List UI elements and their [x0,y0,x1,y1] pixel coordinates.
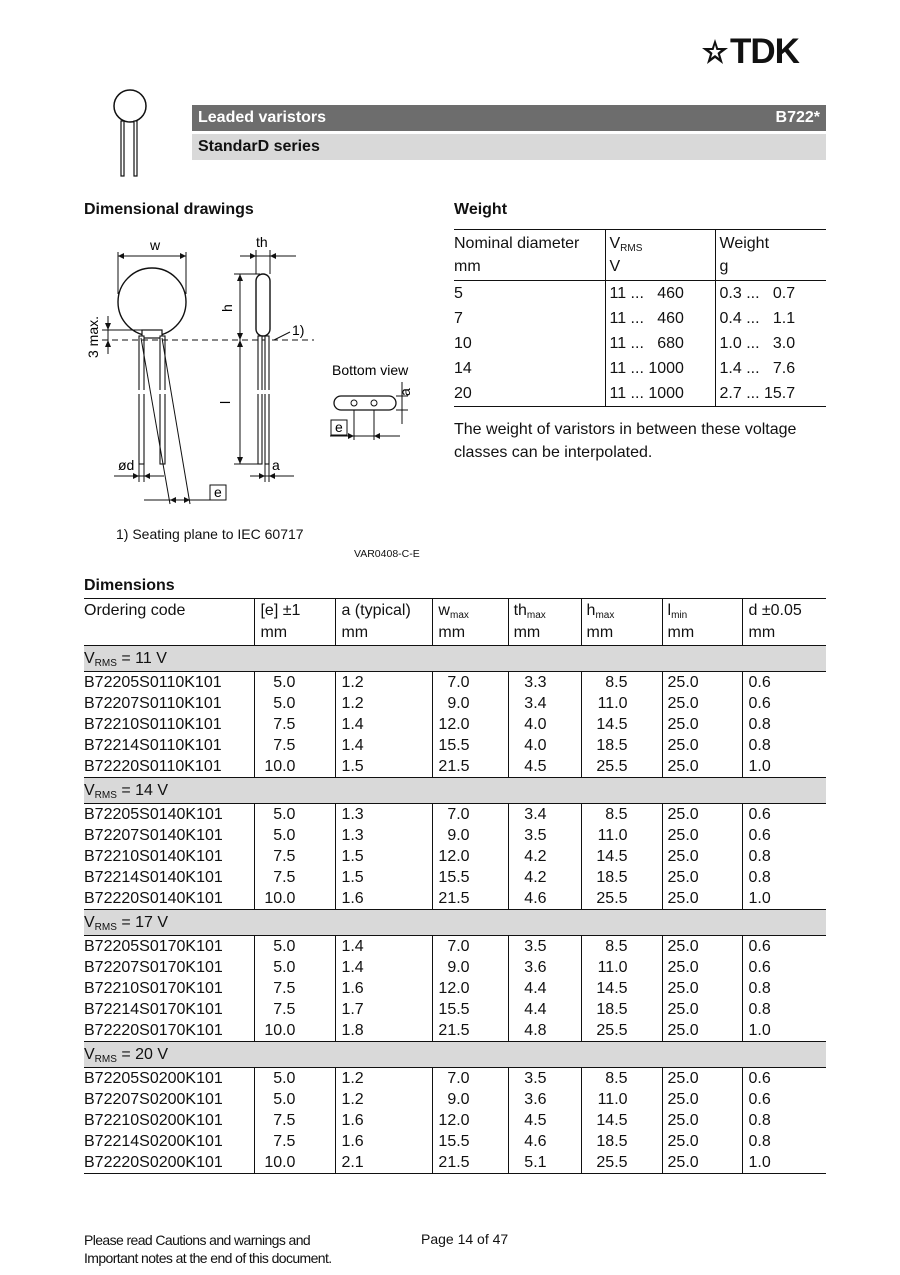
weight-cell-vrms: 11 ... 1000 [605,381,715,407]
weight-cell-diameter: 20 [454,381,605,407]
dimension-cell: 7.5 [255,1110,336,1131]
dimension-cell: 9.0 [433,957,508,978]
ordering-code-cell: B72214S0170K101 [84,1001,223,1018]
tdk-logo-icon [702,39,728,65]
table-row [84,888,826,910]
dimension-cell: 1.0 [743,1152,826,1174]
tdk-logo [702,32,828,71]
dimension-cell: 7.5 [255,978,336,999]
header-code: B722* [775,109,820,126]
ordering-code-cell: B72207S0170K101 [84,959,223,976]
varistor-icon [110,88,150,178]
dimension-cell: 7.5 [255,867,336,888]
dimension-cell: 10.0 [255,888,336,910]
table-row [84,804,826,826]
dimension-cell: 21.5 [433,888,508,910]
dimension-cell: 25.0 [662,756,743,778]
dimension-cell: 7.5 [255,999,336,1020]
dimension-cell: 0.8 [743,714,826,735]
dimension-cell: 7.5 [255,846,336,867]
dimension-cell: 11.0 [581,825,662,846]
label-a: a [272,457,280,473]
table-row [84,1068,826,1090]
weight-row [454,281,826,307]
label-note-ref: 1) [292,322,305,338]
dimension-cell: 25.0 [662,1020,743,1042]
dimension-cell: 1.0 [743,1020,826,1042]
dimension-cell: 1.3 [336,804,433,826]
ordering-code-cell: B72220S0110K101 [84,758,222,775]
dimension-cell: 1.4 [336,714,433,735]
table-row [84,1131,826,1152]
footer-notice [84,1231,332,1267]
dimension-cell: 1.4 [336,735,433,756]
weight-cell-weight: 0.4 ... 1.1 [715,306,826,331]
dimension-cell: 5.0 [255,1089,336,1110]
dimension-cell: 12.0 [433,1110,508,1131]
table-row [84,936,826,958]
weight-cell-weight: 0.3 ... 0.7 [715,281,826,307]
dimension-cell: 21.5 [433,1020,508,1042]
dimension-cell: 0.6 [743,825,826,846]
dimension-cell: 25.0 [662,936,743,958]
dimension-cell: 5.0 [255,957,336,978]
drawing-footnote: 1) Seating plane to IEC 60717 [116,526,304,542]
dimension-cell: 3.6 [508,1089,581,1110]
ordering-code-cell: B72205S0170K101 [84,938,223,955]
voltage-group-label: $V_{RMS} = 14$ V [84,778,826,804]
dimension-cell: 25.0 [662,693,743,714]
dimension-cell: 0.6 [743,1068,826,1090]
dimension-cell: 15.5 [433,1131,508,1152]
dimension-cell: 3.4 [508,804,581,826]
dimension-cell: 0.8 [743,999,826,1020]
dimension-cell: 25.0 [662,978,743,999]
dimension-cell: 1.7 [336,999,433,1020]
voltage-group-row [84,910,826,936]
weight-row [454,381,826,407]
ordering-code-cell: B72214S0200K101 [84,1133,223,1150]
dimension-cell: 1.2 [336,672,433,694]
table-row [84,867,826,888]
header-band [192,105,826,131]
weight-cell-diameter: 10 [454,335,472,352]
dimension-cell: 0.6 [743,672,826,694]
dimension-cell: 7.5 [255,735,336,756]
dimension-cell: 1.5 [336,756,433,778]
dimension-cell: 9.0 [433,825,508,846]
dimension-cell: 4.0 [508,735,581,756]
dimension-cell: 25.0 [662,999,743,1020]
series-title: StandarD series [198,138,320,155]
dimension-cell: 10.0 [255,1152,336,1174]
table-row [84,693,826,714]
ordering-code-cell: B72214S0110K101 [84,737,222,754]
dimension-cell: 15.5 [433,999,508,1020]
dimension-cell: 0.8 [743,735,826,756]
dimension-cell: 12.0 [433,846,508,867]
voltage-group-label: $V_{RMS} = 11$ V [84,646,826,672]
header-title: Leaded varistors [198,109,327,126]
label-th: th [256,234,268,250]
voltage-group-row [84,778,826,804]
ordering-code-cell: B72205S0110K101 [84,674,222,691]
ordering-code-cell: B72207S0200K101 [84,1091,223,1108]
weight-cell-vrms: 11 ... 680 [605,331,715,356]
dimension-cell: 7.0 [433,936,508,958]
dimension-cell: 25.0 [662,957,743,978]
weight-note: The weight of varistors in between these voltage classes can be interpolated. [454,421,797,461]
dimension-cell: 4.6 [508,888,581,910]
weight-cell-vrms: 11 ... 460 [605,306,715,331]
dimensional-drawing [84,230,424,520]
dimension-cell: 7.0 [433,1068,508,1090]
dimension-cell: 5.0 [255,825,336,846]
weight-cell-vrms: 11 ... 1000 [605,356,715,381]
dimension-cell: 0.6 [743,1089,826,1110]
dimension-cell: 11.0 [581,957,662,978]
weight-table [454,229,826,407]
dimension-cell: 1.2 [336,693,433,714]
dimension-cell: 1.8 [336,1020,433,1042]
dim-col-header: d ±0.05 mm [743,599,826,646]
dimension-cell: 1.3 [336,825,433,846]
dimension-cell: 5.0 [255,693,336,714]
weight-row [454,331,826,356]
dimension-cell: 25.0 [662,1110,743,1131]
dimension-cell: 4.2 [508,867,581,888]
dimension-cell: 21.5 [433,756,508,778]
dimension-cell: 7.5 [255,714,336,735]
ordering-code-cell: B72220S0200K101 [84,1152,255,1174]
dimension-cell: 0.6 [743,957,826,978]
label-e: e [214,484,222,500]
ordering-code-cell: B72205S0200K101 [84,1070,223,1087]
dimension-cell: 8.5 [581,672,662,694]
dim-col-header: [e] ±1 mm [255,599,336,646]
table-row [84,735,826,756]
dimension-cell: 14.5 [581,846,662,867]
table-row [84,1110,826,1131]
weight-cell-weight: 1.4 ... 7.6 [715,356,826,381]
dim-col-header: a (typical) mm [336,599,433,646]
dimension-cell: 25.5 [581,1152,662,1174]
dimension-cell: 3.6 [508,957,581,978]
ordering-code-cell: B72210S0110K101 [84,716,222,733]
table-row [84,714,826,735]
dimension-cell: 2.1 [336,1152,433,1174]
bottom-view-label: Bottom view [332,362,409,378]
dimension-cell: 25.5 [581,888,662,910]
ordering-code-cell: B72205S0140K101 [84,806,223,823]
voltage-group-label: $V_{RMS} = 20$ V [84,1042,826,1068]
dimension-cell: 18.5 [581,735,662,756]
dimension-cell: 25.0 [662,804,743,826]
dimension-cell: 15.5 [433,867,508,888]
table-row [84,1152,826,1174]
table-row [84,999,826,1020]
page-number: Page 14 of 47 [421,1231,509,1247]
dimension-cell: 25.0 [662,1089,743,1110]
dimension-cell: 18.5 [581,1131,662,1152]
dimension-cell: 5.0 [255,936,336,958]
label-d: ød [118,457,135,473]
weight-cell-diameter: 5 [454,285,463,302]
table-row [84,846,826,867]
ordering-code-cell: B72220S0140K101 [84,890,223,907]
ordering-code-cell: B72210S0140K101 [84,848,223,865]
dimension-cell: 21.5 [433,1152,508,1174]
ordering-code-cell: B72207S0140K101 [84,827,223,844]
table-row [84,825,826,846]
weight-col-diameter: Nominal diameter mm [454,230,605,281]
dimension-cell: 14.5 [581,714,662,735]
dimension-cell: 0.8 [743,978,826,999]
dimension-cell: 3.5 [508,825,581,846]
dimension-cell: 1.4 [336,957,433,978]
dimension-cell: 5.0 [255,672,336,694]
table-row [84,756,826,778]
footer-line-1: Please read Cautions and warnings and [84,1232,311,1248]
dimension-cell: 25.0 [662,1152,743,1174]
dimension-cell: 25.0 [662,867,743,888]
dimension-cell: 25.5 [581,756,662,778]
dimension-cell: 5.0 [255,1068,336,1090]
dimension-cell: 12.0 [433,978,508,999]
dimension-cell: 11.0 [581,1089,662,1110]
dimension-cell: 25.0 [662,1131,743,1152]
dim-col-header: $th_{max}$ mm [508,599,581,646]
dimension-cell: 3.4 [508,693,581,714]
dimension-cell: 0.6 [743,804,826,826]
weight-cell-diameter: 7 [454,310,463,327]
dimension-cell: 9.0 [433,693,508,714]
dimension-cell: 5.0 [255,804,336,826]
table-row [84,1089,826,1110]
ordering-code-cell: B72214S0140K101 [84,869,223,886]
label-e-bottom: e [335,419,343,435]
dim-col-header: $w_{max}$ mm [433,599,508,646]
dimensions-header-row [84,599,826,646]
weight-row [454,306,826,331]
dimension-cell: 4.6 [508,1131,581,1152]
dimension-cell: 1.2 [336,1068,433,1090]
dimension-cell: 1.6 [336,978,433,999]
dimension-cell: 10.0 [255,1020,336,1042]
dimension-cell: 0.8 [743,1110,826,1131]
dimension-cell: 18.5 [581,999,662,1020]
weight-header-row [454,230,826,281]
weight-heading: Weight [454,201,508,218]
dimension-cell: 7.0 [433,672,508,694]
weight-row [454,356,826,381]
series-band [192,134,826,160]
dimension-cell: 25.0 [662,825,743,846]
dimension-cell: 8.5 [581,804,662,826]
dimension-cell: 3.5 [508,1068,581,1090]
ordering-code-cell: B72220S0170K101 [84,1022,223,1039]
dimension-cell: 18.5 [581,867,662,888]
dimensions-heading: Dimensions [84,577,175,594]
dimension-cell: 1.5 [336,846,433,867]
dimension-cell: 25.0 [662,735,743,756]
label-l: l [217,400,233,404]
dimension-cell: 25.0 [662,714,743,735]
label-a-bottom: a [397,388,413,396]
dimension-cell: 1.6 [336,1131,433,1152]
table-row [84,672,826,694]
table-row [84,978,826,999]
dimension-cell: 1.5 [336,867,433,888]
dimension-cell: 4.2 [508,846,581,867]
weight-cell-weight: 2.7 ... 15.7 [715,381,826,407]
dimension-cell: 1.6 [336,1110,433,1131]
dimension-cell: 9.0 [433,1089,508,1110]
dimension-cell: 4.0 [508,714,581,735]
dimension-cell: 10.0 [255,756,336,778]
dimension-cell: 4.5 [508,1110,581,1131]
footer-line-2: Important notes at the end of this document. [84,1250,332,1266]
dimension-cell: 12.0 [433,714,508,735]
dimension-cell: 0.8 [743,867,826,888]
dimension-cell: 4.4 [508,999,581,1020]
dim-col-header: $h_{max}$ mm [581,599,662,646]
dimension-cell: 14.5 [581,1110,662,1131]
dim-col-header: $l_{min}$ mm [662,599,743,646]
weight-col-weight: Weight g [715,230,826,281]
dimension-cell: 25.5 [581,1020,662,1042]
ordering-code-cell: B72210S0200K101 [84,1112,223,1129]
dimension-cell: 3.5 [508,936,581,958]
dimension-cell: 0.8 [743,1131,826,1152]
dimension-cell: 1.4 [336,936,433,958]
dimension-cell: 0.8 [743,846,826,867]
voltage-group-row [84,1042,826,1068]
dimension-cell: 8.5 [581,1068,662,1090]
dimension-cell: 1.0 [743,888,826,910]
dimension-cell: 5.1 [508,1152,581,1174]
dimension-cell: 4.4 [508,978,581,999]
dimensional-drawings-heading: Dimensional drawings [84,201,254,218]
label-3max: 3 max. [85,315,101,358]
dimension-cell: 7.0 [433,804,508,826]
label-w: w [150,237,161,253]
dimension-cell: 11.0 [581,693,662,714]
dimension-cell: 4.8 [508,1020,581,1042]
dimension-cell: 25.0 [662,672,743,694]
dimension-cell: 0.6 [743,693,826,714]
dimension-cell: 25.0 [662,888,743,910]
ordering-code-cell: B72210S0170K101 [84,980,223,997]
weight-cell-weight: 1.0 ... 3.0 [715,331,826,356]
dimensions-table [84,598,826,1174]
dimension-cell: 15.5 [433,735,508,756]
voltage-group-row [84,646,826,672]
dimension-cell: 8.5 [581,936,662,958]
logo-text: TDK [730,32,799,71]
label-h: h [219,304,235,312]
weight-col-vrms: $V_{RMS}$ V [605,230,715,281]
weight-cell-diameter: 14 [454,360,472,377]
dimension-cell: 1.2 [336,1089,433,1110]
weight-cell-vrms: 11 ... 460 [605,281,715,307]
dimension-cell: 0.6 [743,936,826,958]
dimension-cell: 3.3 [508,672,581,694]
drawing-code: VAR0408-C-E [354,548,420,560]
voltage-group-label: $V_{RMS} = 17$ V [84,910,826,936]
dimension-cell: 7.5 [255,1131,336,1152]
dimension-cell: 1.6 [336,888,433,910]
dimension-cell: 1.0 [743,756,826,778]
dimension-cell: 25.0 [662,846,743,867]
dim-col-header: Ordering code [84,602,186,619]
table-row [84,957,826,978]
dimension-cell: 4.5 [508,756,581,778]
dimension-cell: 25.0 [662,1068,743,1090]
ordering-code-cell: B72207S0110K101 [84,695,222,712]
dimension-cell: 14.5 [581,978,662,999]
table-row [84,1020,826,1042]
